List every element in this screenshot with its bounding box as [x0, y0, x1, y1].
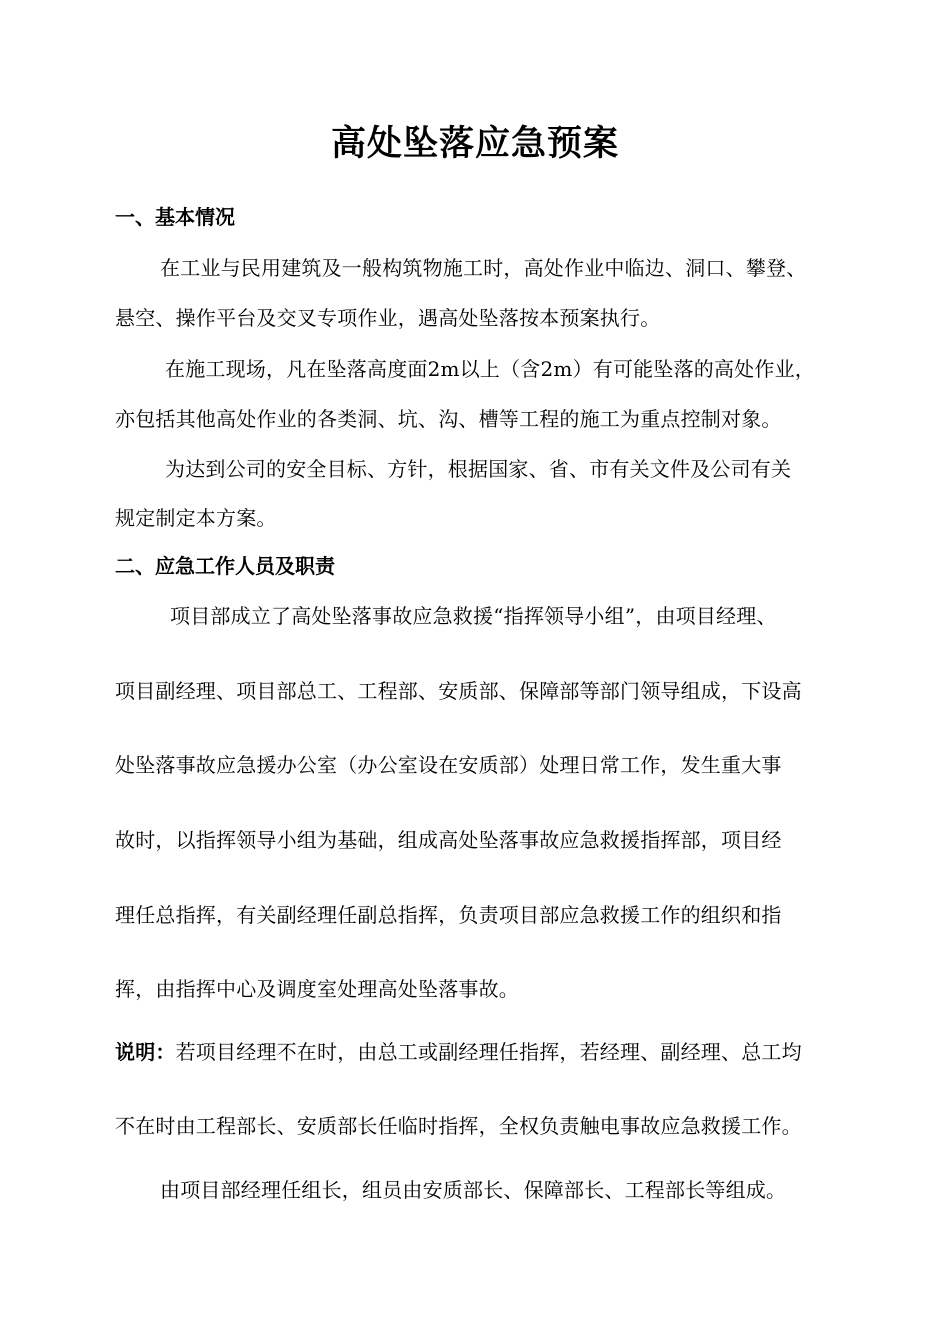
section-heading-staff-duties: 二、应急工作人员及职责 — [115, 554, 335, 578]
document-title: 高处坠落应急预案 — [330, 123, 619, 164]
paragraph-line: 在施工现场，凡在坠落高度面2m以上（含2m）有可能坠落的高处作业， — [165, 357, 815, 381]
paragraph-line: 为达到公司的安全目标、方针，根据国家、省、市有关文件及公司有关 — [165, 457, 792, 481]
paragraph-line: 理任总指挥，有关副经理任副总指挥，负责项目部应急救援工作的组织和指 — [115, 903, 782, 927]
paragraph-line: 项目副经理、项目部总工、工程部、安质部、保障部等部门领导组成，下设高 — [115, 679, 802, 703]
paragraph-line: 项目部成立了高处坠落事故应急救援“指挥领导小组”，由项目经理、 — [170, 604, 777, 628]
note-line — [115, 1037, 802, 1067]
note-text: 若项目经理不在时，由总工或副经理任指挥，若经理、副经理、总工均 — [175, 1040, 802, 1064]
note-label: 说明： — [115, 1040, 176, 1064]
paragraph-line: 处坠落事故应急援办公室（办公室设在安质部）处理日常工作，发生重大事 — [115, 753, 782, 777]
paragraph-line: 挥，由指挥中心及调度室处理高处坠落事故。 — [115, 977, 519, 1001]
paragraph-line: 悬空、操作平台及交叉专项作业，遇高处坠落按本预案执行。 — [115, 306, 661, 330]
note-line: 不在时由工程部长、安质部长任临时指挥，全权负责触电事故应急救援工作。 — [115, 1114, 802, 1138]
section-heading-basic-info: 一、基本情况 — [115, 205, 235, 229]
paragraph-line: 故时，以指挥领导小组为基础，组成高处坠落事故应急救援指挥部，项目经 — [115, 828, 782, 852]
paragraph-line: 亦包括其他高处作业的各类洞、坑、沟、槽等工程的施工为重点控制对象。 — [115, 407, 782, 431]
paragraph-line: 在工业与民用建筑及一般构筑物施工时，高处作业中临边、洞口、攀登、 — [160, 256, 807, 280]
paragraph-line: 规定制定本方案。 — [115, 506, 277, 530]
closing-line: 由项目部经理任组长，组员由安质部长、保障部长、工程部长等组成。 — [160, 1178, 787, 1202]
